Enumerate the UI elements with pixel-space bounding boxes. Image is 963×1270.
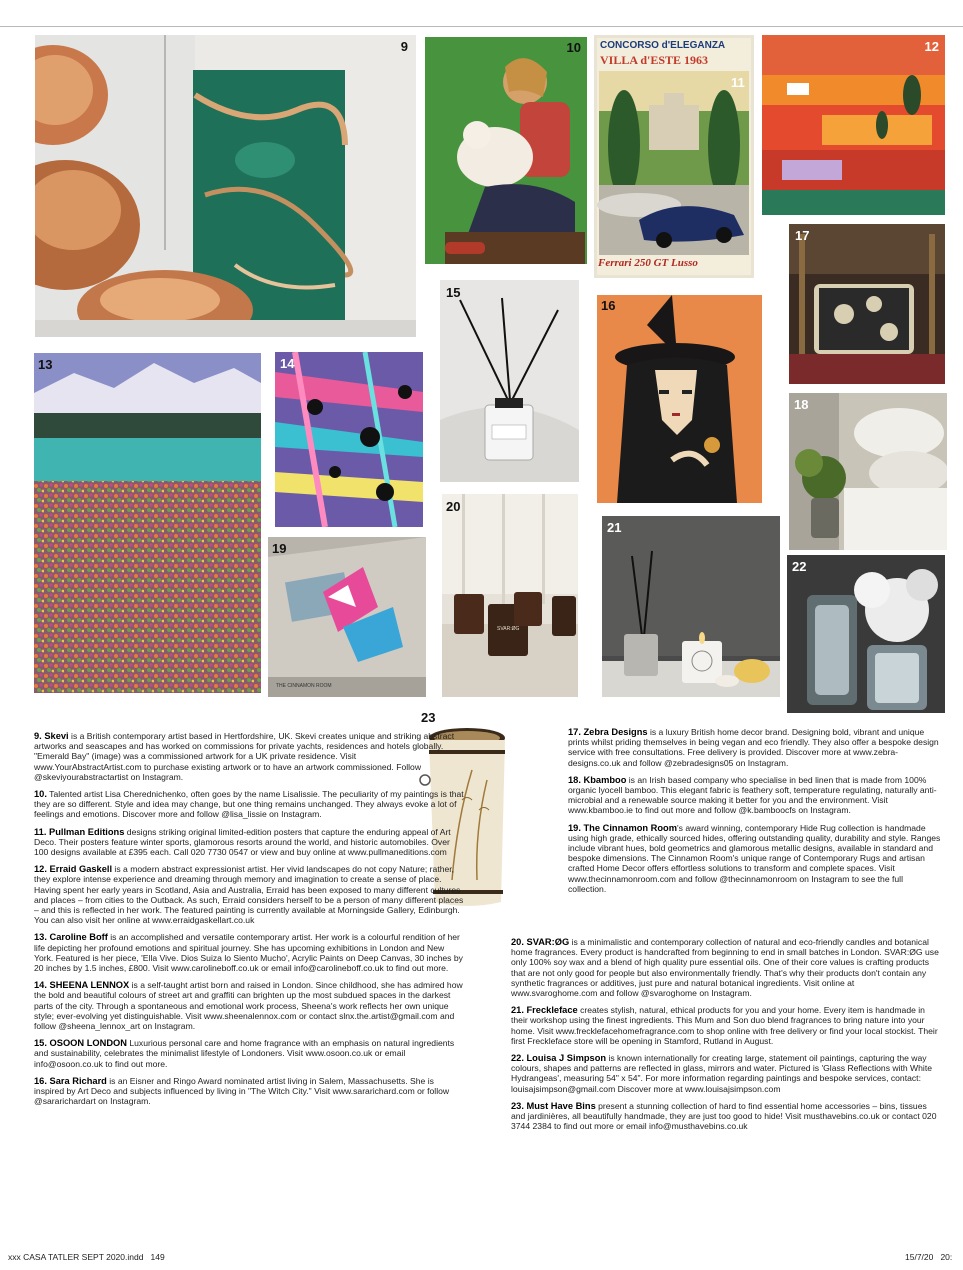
entry-heading: 17. Zebra Designs — [568, 727, 648, 737]
entry-text: Talented artist Lisa Cherednichenko, often goes by the name Lisalissie. The peculiarity of my paintings is that they are so different. Style and idea may change, but one thing remains unchanged. They always evoke a lot of feelings and emotions. Discover more and follow @lisa_lissie on Instagram. — [34, 789, 464, 820]
copper-lamps-illustration — [35, 35, 416, 337]
entry-text: is an accomplished and versatile contemporary artist. Her work is a colourful rendition of her life depicting her profound emotions and spiritual journey. She has upcoming exhibitions in London and New York. Featured is her piece, 'Ella Vive. Dios Suiza lo Siento Mucho', Acrylic Paints on Deep Canvas, 30 inches by 20 inches by 1.5 inches, £800. Visit www.carolineboff.co.uk or email info@carolineboff.co.uk to find out more. — [34, 932, 463, 974]
entry-heading: 18. Kbamboo — [568, 774, 627, 785]
entry-text: is known internationally for creating large, statement oil paintings, capturing the way colours, shapes and patterns are reflected in glass, mirrors and water. Pictured is 'Glass Reflections with White Hydrangeas', measuring 54" x 54". For more information regarding paintings and bespoke services, contact: louisajsimpson@gmail.com Discover more at www.louisajsimpson.com — [511, 1053, 933, 1094]
entry-heading: 13. Caroline Boff — [34, 932, 108, 943]
entry-11 — [34, 827, 464, 858]
entry-heading: 22. Louisa J Simpson — [511, 1053, 607, 1064]
image-number: 20 — [446, 499, 461, 514]
graffiti-abstract-painting — [275, 352, 423, 527]
image-number: 23 — [421, 710, 436, 725]
entry-19 — [568, 823, 943, 894]
footer-date: 15/7/20 20: — [905, 1252, 953, 1262]
entry-text: designs striking original limited-edition posters that capture the enduring appeal of Art Deco. Their posters feature winter sports, glamorous resorts around the world, and historic automobiles. Over 100 designs available at £395 each. Call 020 7730 0547 or view and buy online at www.pullmaneditions.com — [34, 826, 451, 858]
image-15-osoon-diffuser — [440, 280, 579, 482]
image-number: 10 — [566, 40, 581, 55]
hide-rug-cushions — [268, 537, 426, 697]
witch-illustration — [597, 295, 762, 503]
entry-20 — [511, 937, 943, 998]
candle-diffuser-still-life — [602, 516, 780, 697]
entry-heading: 10. — [34, 789, 47, 800]
patterned-cushion — [789, 224, 945, 384]
entry-12 — [34, 864, 464, 925]
candle-label: SVAR:ØG — [497, 626, 520, 632]
entry-text: 's award winning, contemporary Hide Rug collection is handmade using high grade, ethically sourced hides, offering outstanding quality, durability and style. Ranges include vibrant hues, bold geometrics and glamorous metallic designs, available in standard and bespoke dimensions. The Cinnamon Room's unique range of Contemporary Rugs and artisan crafted Home Decor offers effortless solutions to transform and complete spaces. Visit www.thecinnamonroom.com and follow @thecinnamonroom on Instagram to see the full collection. — [568, 822, 941, 894]
image-number: 11 — [731, 75, 745, 90]
entry-21 — [511, 1005, 943, 1046]
glass-hydrangeas-painting — [787, 555, 945, 713]
entry-text: is a British contemporary artist based in Hertfordshire, UK. Skevi creates unique and striking abstract artworks and seascapes and has worked on commissions for private yachts, residences and hotels globally. "Emerald Bay" (image) was a commissioned artwork for a UK private residence. Visit www.YourAbstractArtist.com to purchase existing artwork or to have an artwork commissioned. Follow @skeviyourabstractartist on Instagram. — [34, 731, 455, 782]
image-12-erraid-landscape — [762, 35, 945, 215]
image-22-louisa-simpson-glass — [787, 555, 945, 713]
image-11-pullman-poster — [594, 35, 754, 278]
text-column-right — [511, 937, 943, 1138]
entry-heading: 16. Sara Richard — [34, 1075, 107, 1086]
entry-heading: 15. OSOON LONDON — [34, 1038, 127, 1049]
entry-15 — [34, 1038, 464, 1069]
image-16-sara-richard-witch — [597, 295, 762, 503]
entry-heading: 12. Erraid Gaskell — [34, 864, 113, 875]
entry-heading: 21. Freckleface — [511, 1005, 578, 1016]
image-number: 15 — [446, 285, 461, 300]
entry-text: is a luxury British home decor brand. Designing bold, vibrant and unique prints whilst priding themselves in being vegan and eco friendly. They also offer a bespoke design service with free consultations. Free delivery is provided. Discover more at www.zebra-designs.co.uk and follow @zebradesigns05 on Instagram. — [568, 727, 939, 768]
entry-18 — [568, 775, 943, 816]
entry-heading: 14. SHEENA LENNOX — [34, 980, 130, 991]
candle-jars — [442, 494, 578, 697]
image-19-cinnamon-room-rug — [268, 537, 426, 697]
image-9-copper-lamps-artwork — [35, 35, 416, 337]
poster-bottom-title: Ferrari 250 GT Lusso — [598, 257, 698, 269]
entry-text: is an Irish based company who specialise in bed linen that is made from 100% organic lyocell bamboo. This elegant fabric is feathery soft, temperature regulating, naturally anti- microbial and a renewable source making it better for you and the environment. Visit www.kbamboo.ie to find out more and follow @k.bamboocfs on Instagram. — [568, 774, 937, 816]
text-column-left — [34, 731, 464, 1114]
entry-heading: 23. Must Have Bins — [511, 1100, 596, 1111]
footer-file-info: xxx CASA TATLER SEPT 2020.indd 149 — [8, 1252, 165, 1262]
image-17-zebra-designs-cushion — [789, 224, 945, 384]
image-number: 16 — [601, 298, 616, 313]
entry-9 — [34, 731, 464, 782]
image-number: 14 — [280, 356, 295, 371]
poster-title-villa: VILLA d'ESTE 1963 — [600, 53, 709, 67]
entry-10 — [34, 789, 464, 820]
flower-field-painting — [34, 353, 261, 693]
entry-heading: 9. Skevi — [34, 731, 69, 741]
ferrari-poster — [594, 35, 754, 278]
image-number: 21 — [607, 520, 622, 535]
girl-lamb-painting — [425, 37, 587, 264]
image-21-freckleface-candle — [602, 516, 780, 697]
poster-title-top: CONCORSO d'ELEGANZA — [600, 40, 726, 51]
abstract-landscape — [762, 35, 945, 215]
image-number: 18 — [794, 397, 809, 412]
image-10-girl-with-lamb — [425, 37, 587, 264]
bed-linen-photo — [789, 393, 947, 550]
entry-text: present a stunning collection of hard to find essential home accessories – bins, tissues and jardinières, all beautifully handmade, they are just too good to hide! Visit musthavebins.co.uk or contact 020 3744 2384 to find out more or email info@musthavebins.co.uk — [511, 1100, 937, 1132]
entry-13 — [34, 932, 464, 973]
image-number: 12 — [924, 39, 939, 54]
text-column-right-top — [568, 727, 943, 901]
image-13-caroline-boff-painting — [34, 353, 261, 693]
image-number: 19 — [272, 541, 287, 556]
entry-text: is an Eisner and Ringo Award nominated artist living in Salem, Massachusetts. She is inspired by Art Deco and subjects influenced by living in "The Witch City." Visit www.sararichard.com or follow @sararichardart on Instagram. — [34, 1075, 450, 1107]
entry-14 — [34, 980, 464, 1031]
entry-heading: 20. SVAR:ØG — [511, 937, 570, 947]
entry-text: creates stylish, natural, ethical products for you and your home. Every item is handmade in their workshop using the finest ingredients. This Mum and Son duo blend fragrances to bring nature into your home. Visit www.frecklefacehomefragrance.com to shop online with free delivery or find your local stockist. Their first Freckleface store will be opening in Stamford, Rutland in August. — [511, 1005, 938, 1046]
watermark-cinnamon-room: THE CINNAMON ROOM — [276, 683, 332, 689]
entry-22 — [511, 1053, 943, 1094]
entry-heading: 19. The Cinnamon Room — [568, 822, 677, 833]
image-number: 9 — [400, 39, 408, 54]
entry-text: is a self-taught artist born and raised in London. Since childhood, she has admired how the bold and beautiful colours of street art and graffiti can brighten up the most subdued spaces in the darkest parts of the city. Through a spontaneous and emotional work process, Sheena's work reflects her own unique style; ever-evolving yet distinguishable. Visit www.sheenalennox.com or contact slnx.the.artist@gmail.com and follow @sheena_lennox_art on Instagram. — [34, 980, 463, 1032]
entry-text: Luxurious personal care and home fragrance with an emphasis on natural ingredients and sustainability, celebrates the minimalist lifestyle of Londoners. Visit www.osoon.co.uk or email info@osoon.co.uk to find out more. — [34, 1038, 455, 1069]
entry-text: is a minimalistic and contemporary collection of natural and eco-friendly candles and botanical home fragrances. Every product is handcrafted from beginning to end in small batches in London. SVAR:ØG use only 100% soy wax and a blend of high quality pure essential oils. One of their core values is crafting products that are not only good for people but also environmentally friendly. That's why their products don't contain any synthetic fragrances or additives, just pure and natural botanical ingredients. Visit online at www.svaroghome.com and follow @svaroghome on Instagram. — [511, 937, 939, 999]
image-number: 13 — [38, 357, 53, 372]
image-14-sheena-lennox-painting — [275, 352, 423, 527]
image-18-kbamboo-bedding — [789, 393, 947, 550]
entry-heading: 11. Pullman Editions — [34, 826, 125, 837]
reed-diffuser — [440, 280, 579, 482]
image-number: 22 — [792, 559, 807, 574]
entry-16 — [34, 1076, 464, 1107]
image-20-svarog-candles — [442, 494, 578, 697]
image-number: 17 — [795, 228, 810, 243]
entry-text: is a modern abstract expressionist artist. Her vivid landscapes do not copy Nature; rather, they explore intense experience and dreaming through memory and imagination to create a sense of place. Having spent her early years in Scotland, Asia and Australia, Erraid has been exposed to many different cultures and places – from cities to the Outback. As such, Erraid considers herself to be a person of many different places – and this is reflected in her work. The featured painting is currently available at Morningside Gallery, Edinburgh. You can also visit her online at www.erraidgaskellart.co.uk — [34, 864, 464, 926]
entry-17 — [568, 727, 943, 768]
entry-23 — [511, 1101, 943, 1132]
top-rule — [0, 26, 963, 27]
